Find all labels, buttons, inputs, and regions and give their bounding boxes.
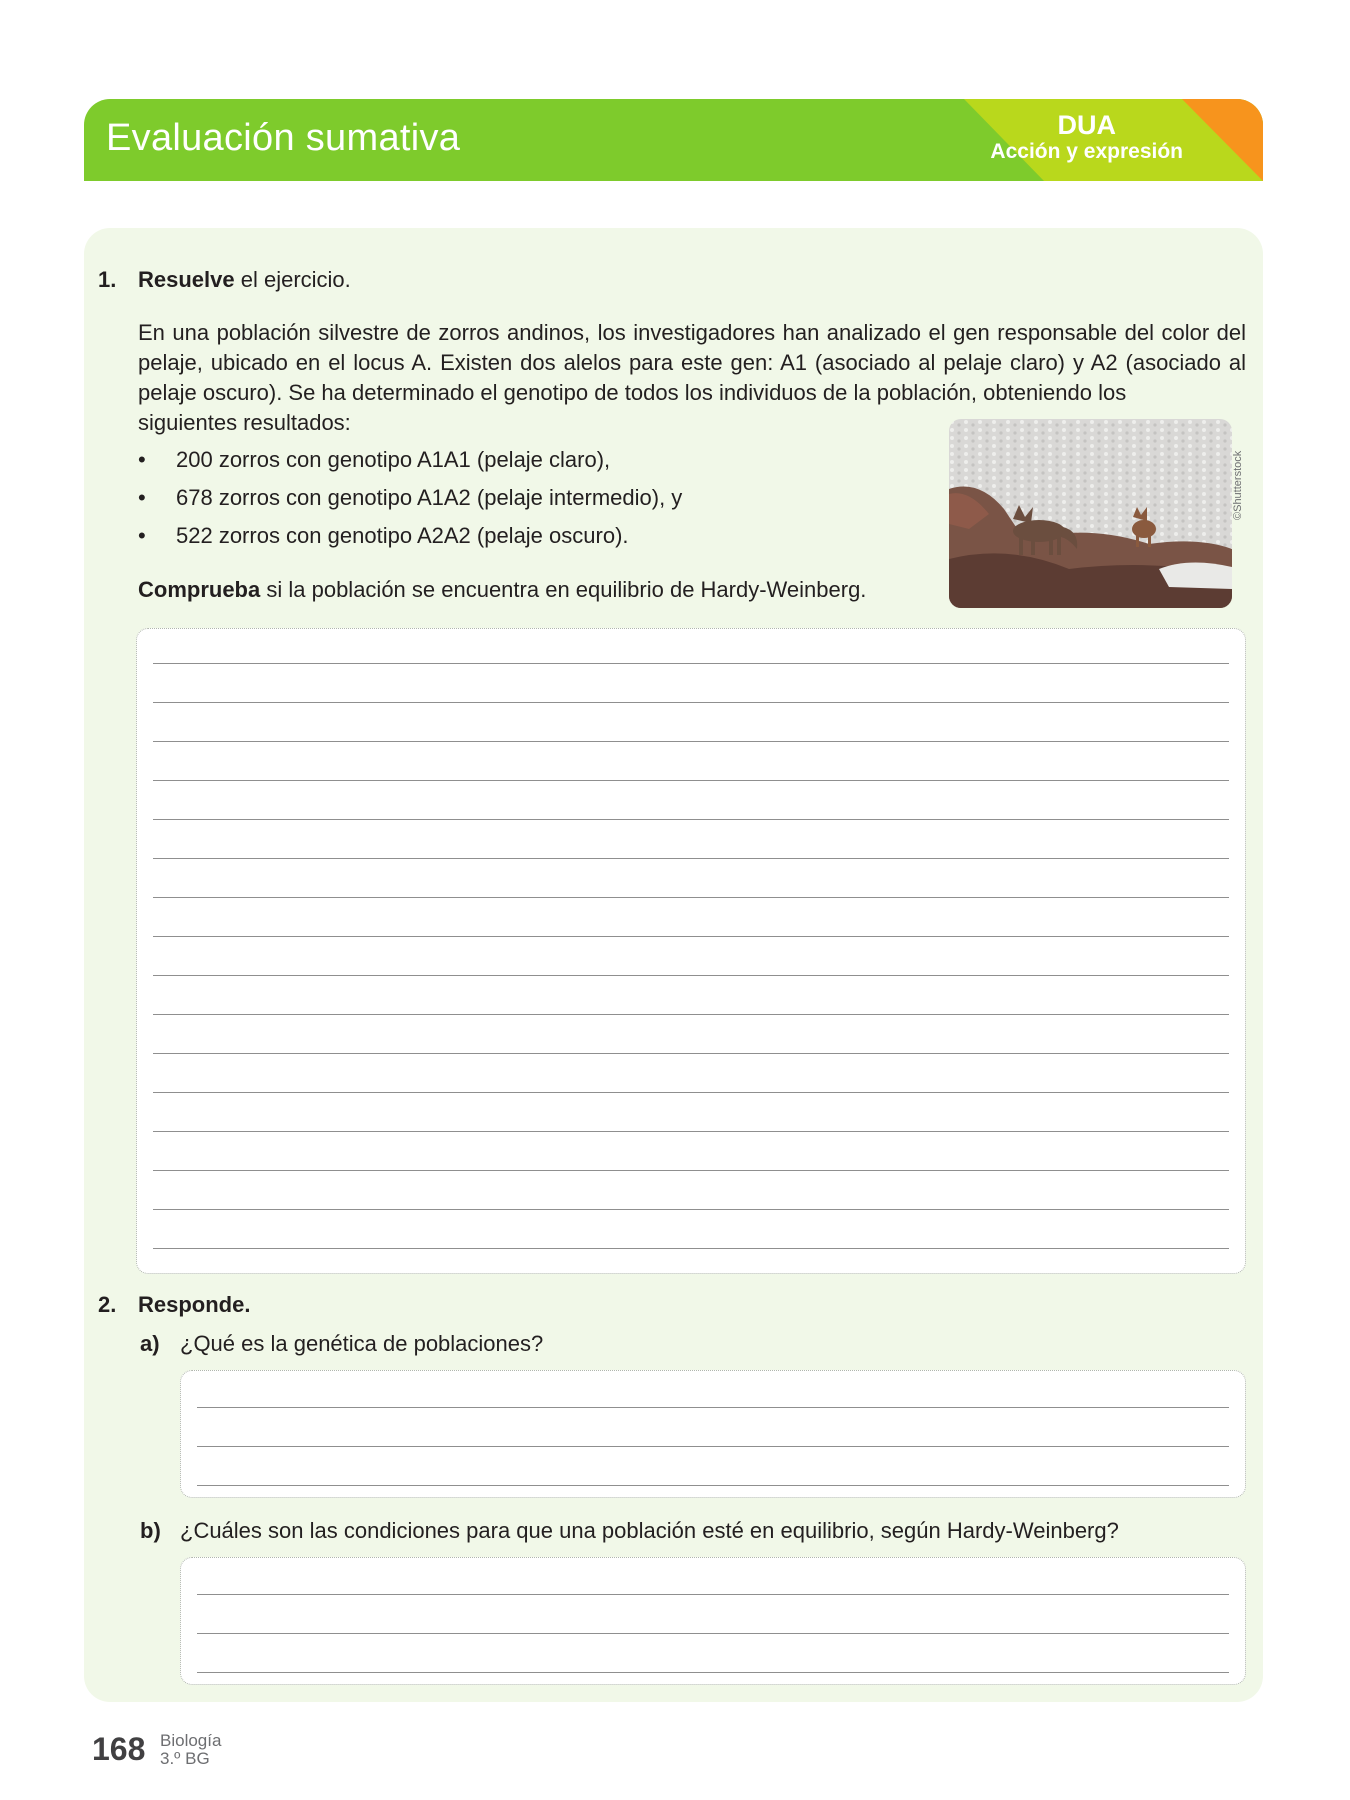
writing-line [153, 975, 1229, 976]
list-item: • 522 zorros con genotipo A2A2 (pelaje oscuro). [138, 523, 629, 548]
writing-line [153, 819, 1229, 820]
question-2a-text: ¿Qué es la genética de poblaciones? [180, 1331, 544, 1356]
writing-line [153, 1209, 1229, 1210]
writing-line [153, 858, 1229, 859]
question-2a-letter: a) [140, 1331, 160, 1356]
writing-line [153, 1131, 1229, 1132]
list-item: • 678 zorros con genotipo A1A2 (pelaje intermedio), y [138, 485, 683, 510]
page-title: Evaluación sumativa [106, 117, 461, 159]
footer-subject [160, 1732, 221, 1768]
question-1-number: 1. [98, 267, 117, 292]
writing-line [197, 1446, 1229, 1447]
question-1-task [138, 577, 866, 603]
dua-badge-subtitle: Acción y expresión [990, 140, 1183, 163]
writing-line [153, 741, 1229, 742]
dua-badge [990, 111, 1183, 165]
writing-line [197, 1485, 1229, 1486]
writing-line [153, 1014, 1229, 1015]
question-2b-text: ¿Cuáles son las condiciones para que una población esté en equilibrio, según Hardy-Weinberg? [180, 1518, 1119, 1543]
writing-line [197, 1672, 1229, 1673]
writing-line [153, 1170, 1229, 1171]
question-1-paragraph-end: siguientes resultados: [138, 410, 351, 435]
dua-badge-title: DUA [1057, 110, 1116, 140]
question-2-number: 2. [98, 1292, 117, 1317]
writing-line [197, 1633, 1229, 1634]
writing-line [153, 897, 1229, 898]
writing-line [153, 936, 1229, 937]
writing-line [197, 1407, 1229, 1408]
question-2a-answer-box[interactable] [180, 1370, 1246, 1498]
writing-line [153, 663, 1229, 664]
writing-line [153, 1092, 1229, 1093]
question-1-task-rest: si la población se encuentra en equilibrio de Hardy-Weinberg. [260, 577, 867, 602]
andean-fox-photo [949, 419, 1232, 608]
question-2-title: Responde. [138, 1292, 251, 1317]
footer-grade: 3.º BG [160, 1749, 210, 1768]
genotype-list [138, 445, 682, 559]
writing-line [153, 1053, 1229, 1054]
page-number: 168 [92, 1731, 146, 1767]
question-1-instruction [138, 267, 351, 293]
writing-line [153, 780, 1229, 781]
question-2b-answer-box[interactable] [180, 1557, 1246, 1685]
question-1-paragraph: En una población silvestre de zorros andinos, los investigadores han analizado el gen responsable del color del pelaje, ubicado en el locus A. Existen dos alelos para este gen: A1 (asociado al pelaje claro) y A2 (asociado al pelaje oscuro). Se ha determinado el genotipo de todos los individuos de la población, obteniendo los [138, 320, 1246, 405]
question-1-verb: Resuelve [138, 267, 235, 292]
list-item: • 200 zorros con genotipo A1A1 (pelaje claro), [138, 447, 611, 472]
writing-line [197, 1594, 1229, 1595]
question-1-task-verb: Comprueba [138, 577, 261, 602]
writing-line [153, 1248, 1229, 1249]
writing-line [153, 702, 1229, 703]
header-banner [84, 99, 1263, 181]
question-2b-letter: b) [140, 1518, 161, 1543]
question-1-answer-box[interactable] [136, 628, 1246, 1274]
question-1-rest: el ejercicio. [234, 267, 351, 292]
footer-subject-name: Biología [160, 1731, 222, 1750]
photo-credit: ©Shutterstock [1232, 450, 1244, 520]
